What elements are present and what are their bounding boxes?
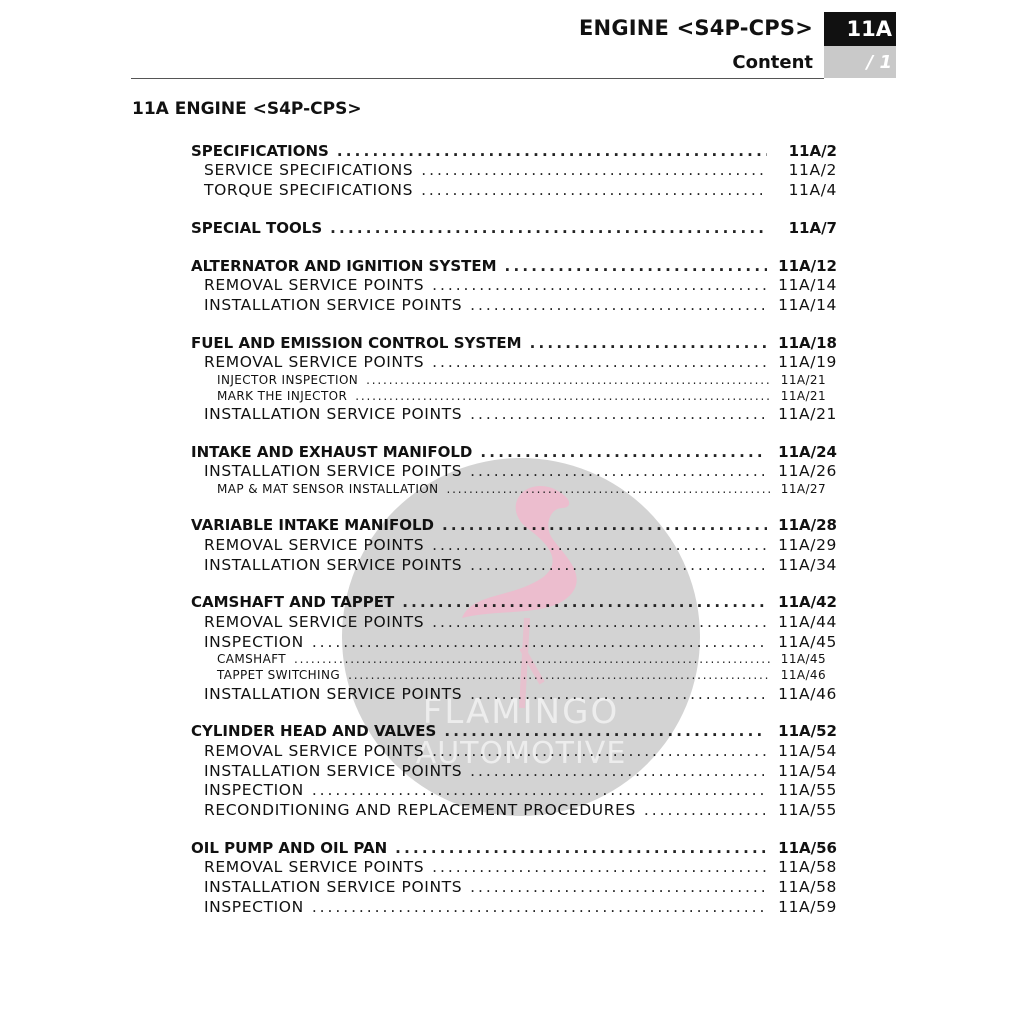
toc-entry-label: TAPPET SWITCHING — [217, 668, 341, 682]
dot-leader — [432, 536, 767, 554]
toc-entry-page: 11A/44 — [778, 613, 837, 631]
toc-entry[interactable] — [204, 405, 837, 423]
dot-leader — [470, 685, 767, 703]
toc-entry-label: INSTALLATION SERVICE POINTS — [204, 405, 463, 423]
toc-entry-page: 11A/52 — [778, 722, 837, 740]
toc-entry-page: 11A/54 — [778, 762, 837, 780]
toc-entry-page: 11A/55 — [778, 781, 837, 799]
toc-entry-label: CAMSHAFT AND TAPPET — [191, 593, 395, 611]
toc-entry[interactable] — [217, 652, 826, 666]
toc-entry[interactable] — [204, 556, 837, 574]
dot-leader — [644, 801, 767, 819]
dot-leader — [470, 762, 767, 780]
toc-entry-page: 11A/58 — [778, 858, 837, 876]
dot-leader — [355, 389, 770, 403]
toc-entry[interactable] — [204, 296, 837, 314]
dot-leader — [366, 373, 770, 387]
toc-entry-label: INSPECTION — [204, 781, 304, 799]
toc-entry[interactable] — [204, 613, 837, 631]
dot-leader — [337, 142, 767, 160]
toc-entry[interactable] — [204, 161, 837, 179]
dot-leader — [432, 613, 767, 631]
dot-leader — [421, 181, 767, 199]
toc-entry[interactable] — [191, 593, 837, 611]
toc-entry-label: INTAKE AND EXHAUST MANIFOLD — [191, 443, 473, 461]
toc-entry[interactable] — [204, 353, 837, 371]
toc-entry-label: INSPECTION — [204, 633, 304, 651]
toc-entry[interactable] — [191, 839, 837, 857]
dot-leader — [470, 556, 767, 574]
toc-entry[interactable] — [217, 668, 826, 682]
toc-entry-label: REMOVAL SERVICE POINTS — [204, 858, 425, 876]
toc-entry[interactable] — [204, 858, 837, 876]
dot-leader — [470, 462, 767, 480]
toc-entry[interactable] — [204, 685, 837, 703]
dot-leader — [432, 858, 767, 876]
toc-entry-page: 11A/14 — [778, 296, 837, 314]
toc-entry-page: 11A/12 — [778, 257, 837, 275]
toc-entry-label: RECONDITIONING AND REPLACEMENT PROCEDURES — [204, 801, 636, 819]
toc-entry-page: 11A/56 — [778, 839, 837, 857]
toc-entry-page: 11A/58 — [778, 878, 837, 896]
toc-entry[interactable] — [204, 536, 837, 554]
toc-entry-label: REMOVAL SERVICE POINTS — [204, 276, 425, 294]
dot-leader — [470, 405, 767, 423]
dot-leader — [348, 668, 770, 682]
toc-entry-page: 11A/24 — [778, 443, 837, 461]
toc-entry-page: 11A/7 — [788, 219, 837, 237]
toc-entry-page: 11A/18 — [778, 334, 837, 352]
dot-leader — [294, 652, 770, 666]
toc-entry-label: ALTERNATOR AND IGNITION SYSTEM — [191, 257, 497, 275]
dot-leader — [432, 276, 767, 294]
toc-entry-page: 11A/34 — [778, 556, 837, 574]
toc-entry[interactable] — [204, 633, 837, 651]
toc-entry-page: 11A/45 — [780, 652, 826, 666]
toc-entry-label: SERVICE SPECIFICATIONS — [204, 161, 414, 179]
toc-entry[interactable] — [204, 181, 837, 199]
toc-heading: 11A ENGINE <S4P-CPS> — [132, 99, 362, 119]
toc-entry[interactable] — [191, 219, 837, 237]
toc-entry-label: OIL PUMP AND OIL PAN — [191, 839, 388, 857]
toc-entry[interactable] — [191, 722, 837, 740]
toc-entry[interactable] — [204, 742, 837, 760]
toc-entry-page: 11A/42 — [778, 593, 837, 611]
toc-entry-label: INSTALLATION SERVICE POINTS — [204, 878, 463, 896]
page-header-subtitle: Content — [732, 52, 813, 73]
toc-entry-label: INSTALLATION SERVICE POINTS — [204, 685, 463, 703]
dot-leader — [480, 443, 767, 461]
toc-entry-page: 11A/21 — [780, 373, 826, 387]
toc-entry[interactable] — [204, 898, 837, 916]
toc-entry[interactable] — [204, 878, 837, 896]
dot-leader — [432, 742, 767, 760]
toc-entry[interactable] — [191, 142, 837, 160]
page-number-badge: / 1 — [824, 46, 896, 78]
dot-leader — [470, 296, 767, 314]
toc-entry-label: REMOVAL SERVICE POINTS — [204, 536, 425, 554]
chapter-number-badge: 11A — [824, 12, 896, 46]
watermark-text-line1: FLAMINGO — [422, 692, 620, 732]
dot-leader — [442, 516, 767, 534]
dot-leader — [444, 722, 767, 740]
toc-entry[interactable] — [217, 389, 826, 403]
toc-entry-page: 11A/21 — [780, 389, 826, 403]
toc-entry[interactable] — [204, 781, 837, 799]
toc-entry-page: 11A/46 — [780, 668, 826, 682]
toc-entry[interactable] — [217, 482, 826, 496]
toc-entry-page: 11A/28 — [778, 516, 837, 534]
toc-entry[interactable] — [191, 257, 837, 275]
dot-leader — [470, 878, 767, 896]
toc-entry-label: INSTALLATION SERVICE POINTS — [204, 462, 463, 480]
dot-leader — [395, 839, 767, 857]
toc-entry-label: MAP & MAT SENSOR INSTALLATION — [217, 482, 439, 496]
toc-entry-label: FUEL AND EMISSION CONTROL SYSTEM — [191, 334, 522, 352]
toc-entry-page: 11A/54 — [778, 742, 837, 760]
toc-entry-page: 11A/19 — [778, 353, 837, 371]
toc-entry-label: TORQUE SPECIFICATIONS — [204, 181, 414, 199]
toc-entry-label: INJECTOR INSPECTION — [217, 373, 359, 387]
toc-entry-label: REMOVAL SERVICE POINTS — [204, 613, 425, 631]
dot-leader — [421, 161, 767, 179]
toc-entry-label: SPECIFICATIONS — [191, 142, 329, 160]
toc-entry[interactable] — [191, 516, 837, 534]
watermark-text-line2: AUTOMOTIVE — [415, 736, 627, 771]
toc-entry[interactable] — [204, 462, 837, 480]
toc-entry-label: VARIABLE INTAKE MANIFOLD — [191, 516, 434, 534]
toc-entry-page: 11A/21 — [778, 405, 837, 423]
toc-entry-page: 11A/29 — [778, 536, 837, 554]
toc-entry-page: 11A/55 — [778, 801, 837, 819]
toc-entry-page: 11A/14 — [778, 276, 837, 294]
dot-leader — [330, 219, 767, 237]
toc-entry[interactable] — [191, 334, 837, 352]
dot-leader — [312, 781, 767, 799]
toc-entry-page: 11A/59 — [778, 898, 837, 916]
toc-entry-page: 11A/4 — [788, 181, 837, 199]
toc-entry-label: SPECIAL TOOLS — [191, 219, 323, 237]
toc-entry-page: 11A/27 — [780, 482, 826, 496]
dot-leader — [312, 633, 767, 651]
dot-leader — [312, 898, 767, 916]
toc-entry[interactable] — [204, 801, 837, 819]
toc-entry-label: INSTALLATION SERVICE POINTS — [204, 296, 463, 314]
toc-entry[interactable] — [217, 373, 826, 387]
toc-entry-page: 11A/26 — [778, 462, 837, 480]
toc-entry-label: INSPECTION — [204, 898, 304, 916]
toc-entry-label: REMOVAL SERVICE POINTS — [204, 742, 425, 760]
dot-leader — [505, 257, 767, 275]
toc-entry-label: REMOVAL SERVICE POINTS — [204, 353, 425, 371]
toc-entry-label: MARK THE INJECTOR — [217, 389, 348, 403]
toc-entry[interactable] — [191, 443, 837, 461]
dot-leader — [447, 482, 770, 496]
toc-entry[interactable] — [204, 276, 837, 294]
toc-entry-page: 11A/2 — [788, 142, 837, 160]
toc-entry[interactable] — [204, 762, 837, 780]
toc-entry-page: 11A/45 — [778, 633, 837, 651]
dot-leader — [402, 593, 767, 611]
dot-leader — [530, 334, 767, 352]
toc-entry-label: CYLINDER HEAD AND VALVES — [191, 722, 437, 740]
toc-entry-page: 11A/2 — [788, 161, 837, 179]
toc-entry-label: INSTALLATION SERVICE POINTS — [204, 762, 463, 780]
toc-entry-label: CAMSHAFT — [217, 652, 287, 666]
toc-entry-page: 11A/46 — [778, 685, 837, 703]
dot-leader — [432, 353, 767, 371]
page-header-title: ENGINE <S4P-CPS> — [579, 16, 813, 40]
toc-entry-label: INSTALLATION SERVICE POINTS — [204, 556, 463, 574]
header-rule — [131, 78, 824, 79]
